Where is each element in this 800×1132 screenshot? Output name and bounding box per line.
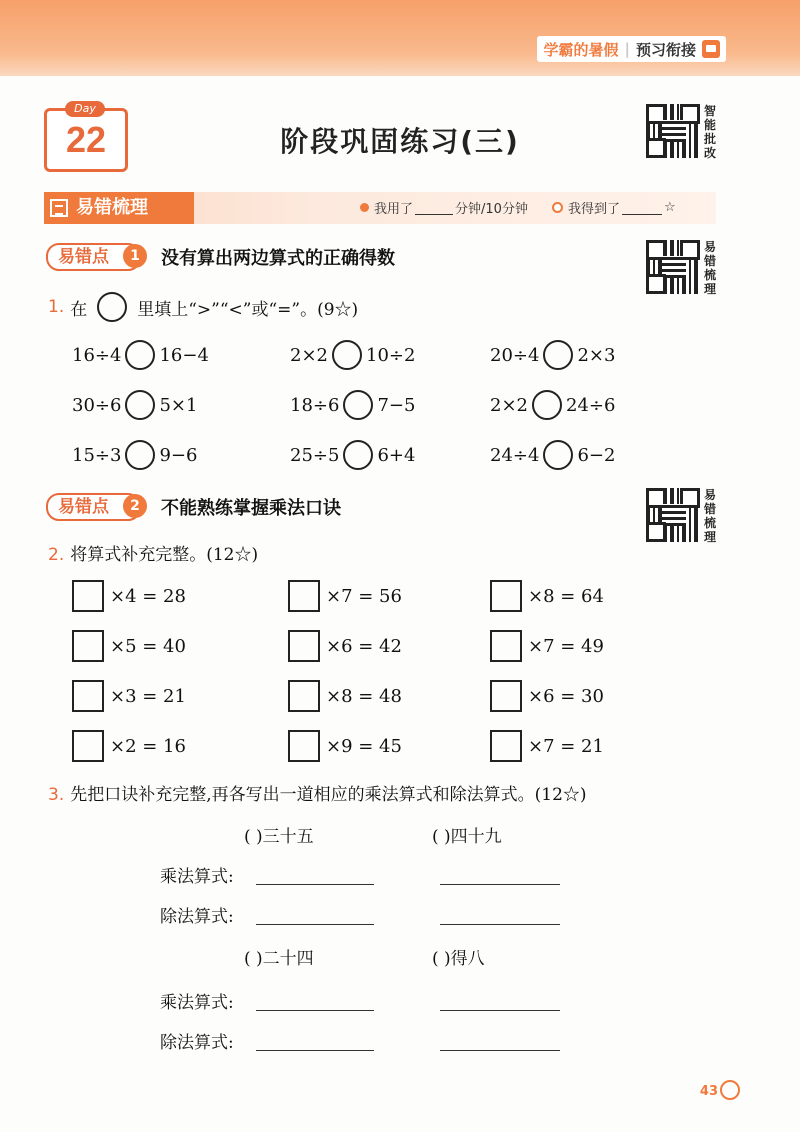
answer-line[interactable] [440, 924, 560, 925]
expr-left: 20÷4 [490, 344, 540, 366]
timer-blank[interactable] [415, 200, 453, 215]
error-point-label [46, 493, 141, 521]
fill-expr: ×8 = 48 [326, 685, 402, 707]
error-point-number: 2 [123, 494, 147, 518]
answer-circle[interactable] [543, 340, 573, 370]
page-number: 43 [699, 1084, 718, 1099]
brand-left: 学霸的暑假 [543, 40, 619, 59]
fill-expr: ×9 = 45 [326, 735, 402, 757]
qr-label-section1: 易错梳理 [704, 240, 717, 296]
compare-item [490, 390, 615, 420]
qr-code-icon[interactable] [646, 488, 700, 542]
answer-line[interactable] [440, 1050, 560, 1051]
error-point-text: 没有算出两边算式的正确得数 [161, 248, 395, 269]
timer-row [360, 198, 676, 217]
qr-label-section2: 易错梳理 [704, 488, 717, 544]
brand-right: 预习衔接 [635, 40, 696, 59]
fill-expr: ×8 = 64 [528, 585, 604, 607]
answer-circle[interactable] [125, 440, 155, 470]
error-point-label-text: 易错点 [58, 497, 109, 517]
fill-item [490, 680, 604, 712]
expr-right: 9−6 [159, 444, 198, 466]
answer-circle[interactable] [543, 440, 573, 470]
fill-item [288, 580, 402, 612]
expr-left: 25÷5 [290, 444, 340, 466]
fill-item [490, 630, 604, 662]
fill-item [72, 580, 186, 612]
fill-expr: ×7 = 21 [528, 735, 604, 757]
qr-label-top: 智能批改 [704, 104, 717, 160]
question-2 [48, 540, 258, 565]
div-label: 除法算式: [160, 907, 234, 927]
error-point-text: 不能熟练掌握乘法口诀 [161, 498, 341, 519]
header-band [0, 0, 800, 76]
answer-line[interactable] [256, 1010, 374, 1011]
compare-item [490, 340, 615, 370]
expr-right: 6+4 [377, 444, 416, 466]
section-heading [44, 192, 194, 224]
compare-item [290, 440, 415, 470]
question-number: 2. [48, 545, 65, 565]
answer-circle[interactable] [343, 390, 373, 420]
answer-line[interactable] [256, 1050, 374, 1051]
error-point-2 [46, 494, 341, 520]
sun-icon [720, 1080, 740, 1100]
question-text: 将算式补充完整。(12☆) [70, 545, 259, 565]
fill-expr: ×4 = 28 [110, 585, 186, 607]
fill-item [72, 630, 186, 662]
answer-line[interactable] [440, 884, 560, 885]
question-3 [48, 780, 587, 805]
list-icon [50, 199, 68, 217]
page-title: 阶段巩固练习(三) [280, 125, 520, 158]
fill-expr: ×7 = 56 [326, 585, 402, 607]
answer-box[interactable] [288, 680, 320, 712]
error-point-label-text: 易错点 [58, 247, 109, 267]
fill-expr: ×2 = 16 [110, 735, 186, 757]
score-blank[interactable] [622, 200, 662, 215]
fill-expr: ×5 = 40 [110, 635, 186, 657]
answer-line[interactable] [256, 924, 374, 925]
rhyme-3[interactable]: ( )二十四 [244, 949, 314, 969]
timer-suffix: 分钟/10分钟 [455, 202, 528, 217]
section-bar [44, 192, 716, 224]
brand-separator: | [624, 40, 630, 58]
rhyme-1[interactable]: ( )三十五 [244, 827, 314, 847]
expr-left: 16÷4 [72, 344, 122, 366]
question-1 [48, 292, 358, 322]
fill-item [490, 730, 604, 762]
question-number: 1. [48, 297, 65, 317]
expr-left: 30÷6 [72, 394, 122, 416]
compare-item [72, 340, 209, 370]
question-number: 3. [48, 785, 65, 805]
expr-right: 7−5 [377, 394, 416, 416]
expr-right: 24÷6 [566, 394, 616, 416]
rhyme-2[interactable]: ( )四十九 [432, 827, 502, 847]
qr-code-icon[interactable] [646, 104, 700, 158]
expr-left: 2×2 [290, 344, 328, 366]
book-icon [702, 40, 720, 58]
question-text: 先把口诀补充完整,再各写出一道相应的乘法算式和除法算式。(12☆) [70, 785, 587, 805]
answer-line[interactable] [256, 884, 374, 885]
answer-circle[interactable] [343, 440, 373, 470]
answer-line[interactable] [440, 1010, 560, 1011]
day-label: Day [65, 101, 105, 117]
compare-item [72, 390, 197, 420]
expr-right: 6−2 [577, 444, 616, 466]
mul-label: 乘法算式: [160, 993, 234, 1013]
fill-expr: ×6 = 30 [528, 685, 604, 707]
answer-box[interactable] [490, 630, 522, 662]
fill-expr: ×6 = 42 [326, 635, 402, 657]
answer-box[interactable] [72, 630, 104, 662]
fill-item [288, 680, 402, 712]
fill-item [72, 730, 186, 762]
star-icon: ☆ [663, 200, 676, 215]
expr-right: 5×1 [159, 394, 198, 416]
error-point-label [46, 243, 141, 271]
expr-left: 24÷4 [490, 444, 540, 466]
compare-item [290, 340, 415, 370]
compare-item [72, 440, 197, 470]
fill-item [490, 580, 604, 612]
answer-box[interactable] [72, 580, 104, 612]
expr-right: 10÷2 [366, 344, 416, 366]
section-heading-text: 易错梳理 [76, 197, 148, 218]
answer-box[interactable] [72, 730, 104, 762]
div-label: 除法算式: [160, 1033, 234, 1053]
error-point-1 [46, 244, 395, 270]
question-text-a: 在 [70, 299, 88, 320]
answer-circle[interactable] [332, 340, 362, 370]
qr-code-icon[interactable] [646, 240, 700, 294]
expr-left: 15÷3 [72, 444, 122, 466]
day-number: 22 [65, 119, 107, 160]
mul-label: 乘法算式: [160, 867, 234, 887]
fill-item [72, 680, 186, 712]
answer-box[interactable] [490, 730, 522, 762]
fill-item [288, 630, 402, 662]
timer-prefix: 我用了 [374, 202, 414, 217]
answer-circle[interactable] [125, 340, 155, 370]
expr-right: 2×3 [577, 344, 616, 366]
compare-item [290, 390, 415, 420]
answer-box[interactable] [490, 580, 522, 612]
fill-item [288, 730, 402, 762]
score-prefix: 我得到了 [567, 202, 620, 217]
error-point-number: 1 [123, 244, 147, 268]
question-text-b: 里填上“>”“<”或“=”。(9☆) [137, 299, 359, 320]
expr-left: 18÷6 [290, 394, 340, 416]
answer-circle-sample [97, 292, 127, 322]
check-icon [552, 202, 563, 213]
answer-box[interactable] [490, 680, 522, 712]
fill-expr: ×3 = 21 [110, 685, 186, 707]
answer-box[interactable] [288, 580, 320, 612]
answer-box[interactable] [72, 680, 104, 712]
compare-item [490, 440, 615, 470]
expr-left: 2×2 [490, 394, 528, 416]
expr-right: 16−4 [159, 344, 209, 366]
brand-badge [537, 36, 726, 62]
fill-expr: ×7 = 49 [528, 635, 604, 657]
clock-icon [360, 203, 369, 212]
rhyme-4[interactable]: ( )得八 [432, 949, 485, 969]
answer-box[interactable] [288, 730, 320, 762]
answer-box[interactable] [288, 630, 320, 662]
answer-circle[interactable] [125, 390, 155, 420]
answer-circle[interactable] [532, 390, 562, 420]
